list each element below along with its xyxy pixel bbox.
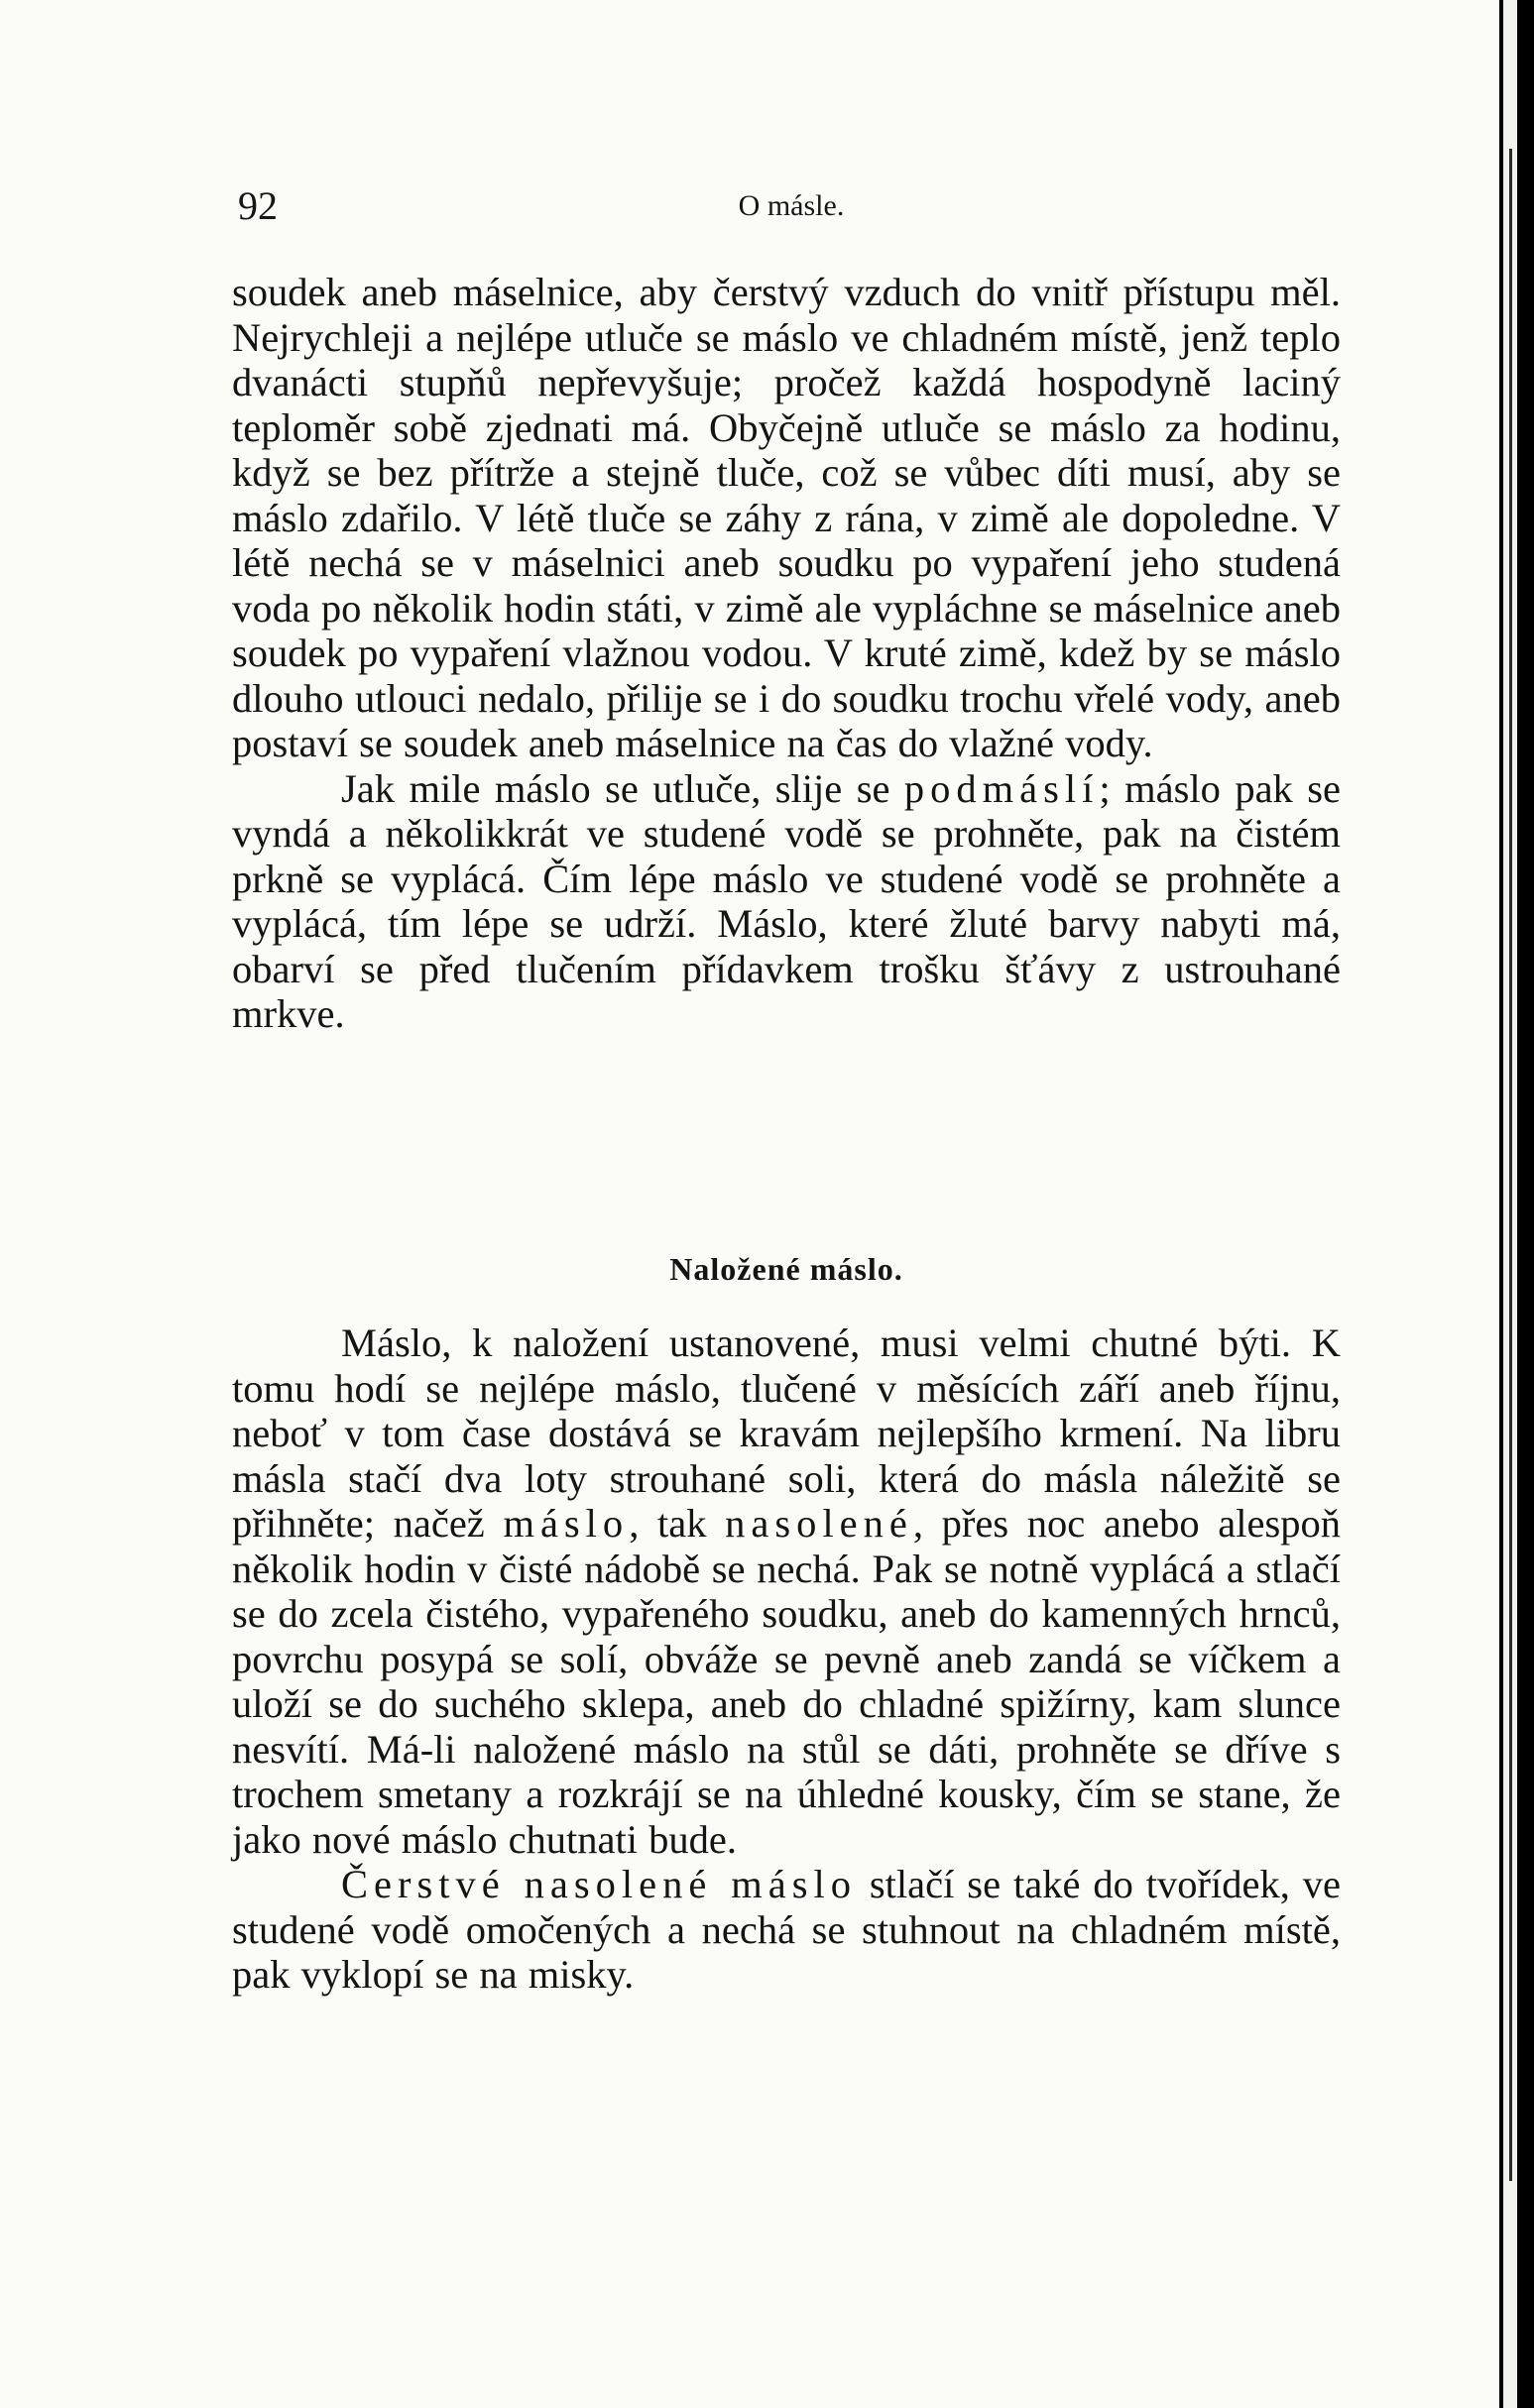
paragraph-buttermilk-text-2: ; máslo pak se vyndá a několikkrát ve studené vodě se prohněte, pak na čistém prkně se vyplácá. Čím lépe máslo ve studené vodě se prohněte a vyplácá, tím lépe se udrží. Máslo, které žluté barvy nabyti má, obarví se před tlučením přídavkem trošku šťávy z ustrouhané mrkve.	[232, 765, 1341, 1036]
paragraph-preserving-text-2: , tak	[629, 1501, 707, 1546]
running-title: O másle.	[738, 189, 845, 222]
paragraph-churning: soudek aneb máselnice, aby čerstvý vzduch do vnitř přístupu měl. Nejrychleji a nejlépe utluče se máslo ve chladném místě, jenž teplo dvanácti stupňů nepřevyšuje; pročež každá hospodyně laciný teploměr sobě zjednati má. Obyčejně utluče se máslo za hodinu, když se bez přítrže a stejně tluče, což se vůbec díti musí, aby se máslo zdařilo. V létě tluče se záhy z rána, v zimě ale dopoledne. V létě nechá se v máselnici aneb soudku po vypaření jeho studená voda po několik hodin státi, v zimě ale vypláchne se máselnice aneb soudek po vypaření vlažnou vodou. V kruté zimě, kdež by se máslo dlouho utlouci nedalo, přilije se i do soudku trochu vřelé vody, aneb postaví se soudek aneb máselnice na čas do vlažné vody.	[232, 270, 1341, 765]
paragraph-buttermilk-text-1: Jak mile máslo se utluče, slije se	[341, 765, 890, 811]
section-butter-churning	[232, 270, 1341, 1037]
emphasis-podmasli: podmáslí	[903, 765, 1100, 811]
paragraph-fresh-salted-text: stlačí se také do tvořídek, ve studené vodě omočených a nechá se stuhnout na chladném místě, pak vyklopí se na misky.	[232, 1862, 1341, 1997]
section-preserved-butter	[232, 1320, 1341, 1998]
paragraph-preserving-text-3: , přes noc anebo alespoň několik hodin v čisté nádobě se nechá. Pak se notně vyplácá a stlačí se do zcela čistého, vypařeného soudku, aneb do kamenných hrnců, povrchu posypá se solí, obváže se pevně aneb zandá se víčkem a uloží se do suchého sklepa, aneb do chladné spižírny, kam slunce nesvítí. Má-li naložené máslo na stůl se dáti, prohněte se dříve s trochem smetany a rozkrájí se na úhledné kousky, čím se stane, že jako nové máslo chutnati bude.	[232, 1501, 1341, 1862]
page-number: 92	[238, 183, 278, 228]
paragraph-fresh-salted	[232, 1862, 1341, 1998]
paragraph-preserving-text-1: Máslo, k naložení ustanovené, musi velmi chutné býti. K tomu hodí se nejlépe máslo, tlučené v měsících září aneb říjnu, neboť v tom čase dostává se kravám nejlepšího krmení. Na libru másla stačí dva loty strouhané soli, která do másla náležitě se přihněte; načež	[232, 1320, 1341, 1546]
paragraph-preserving	[232, 1320, 1341, 1862]
emphasis-nasolene: nasolené	[725, 1501, 913, 1546]
emphasis-cerstve-nasolene-maslo: Čerstvé nasolené máslo	[341, 1862, 857, 1906]
paragraph-buttermilk	[232, 766, 1341, 1037]
emphasis-maslo: máslo	[503, 1501, 630, 1546]
section-heading-nalozene-maslo: Naložené máslo.	[669, 1251, 903, 1287]
running-head	[238, 176, 1345, 236]
page-edge-line	[1509, 149, 1512, 2181]
